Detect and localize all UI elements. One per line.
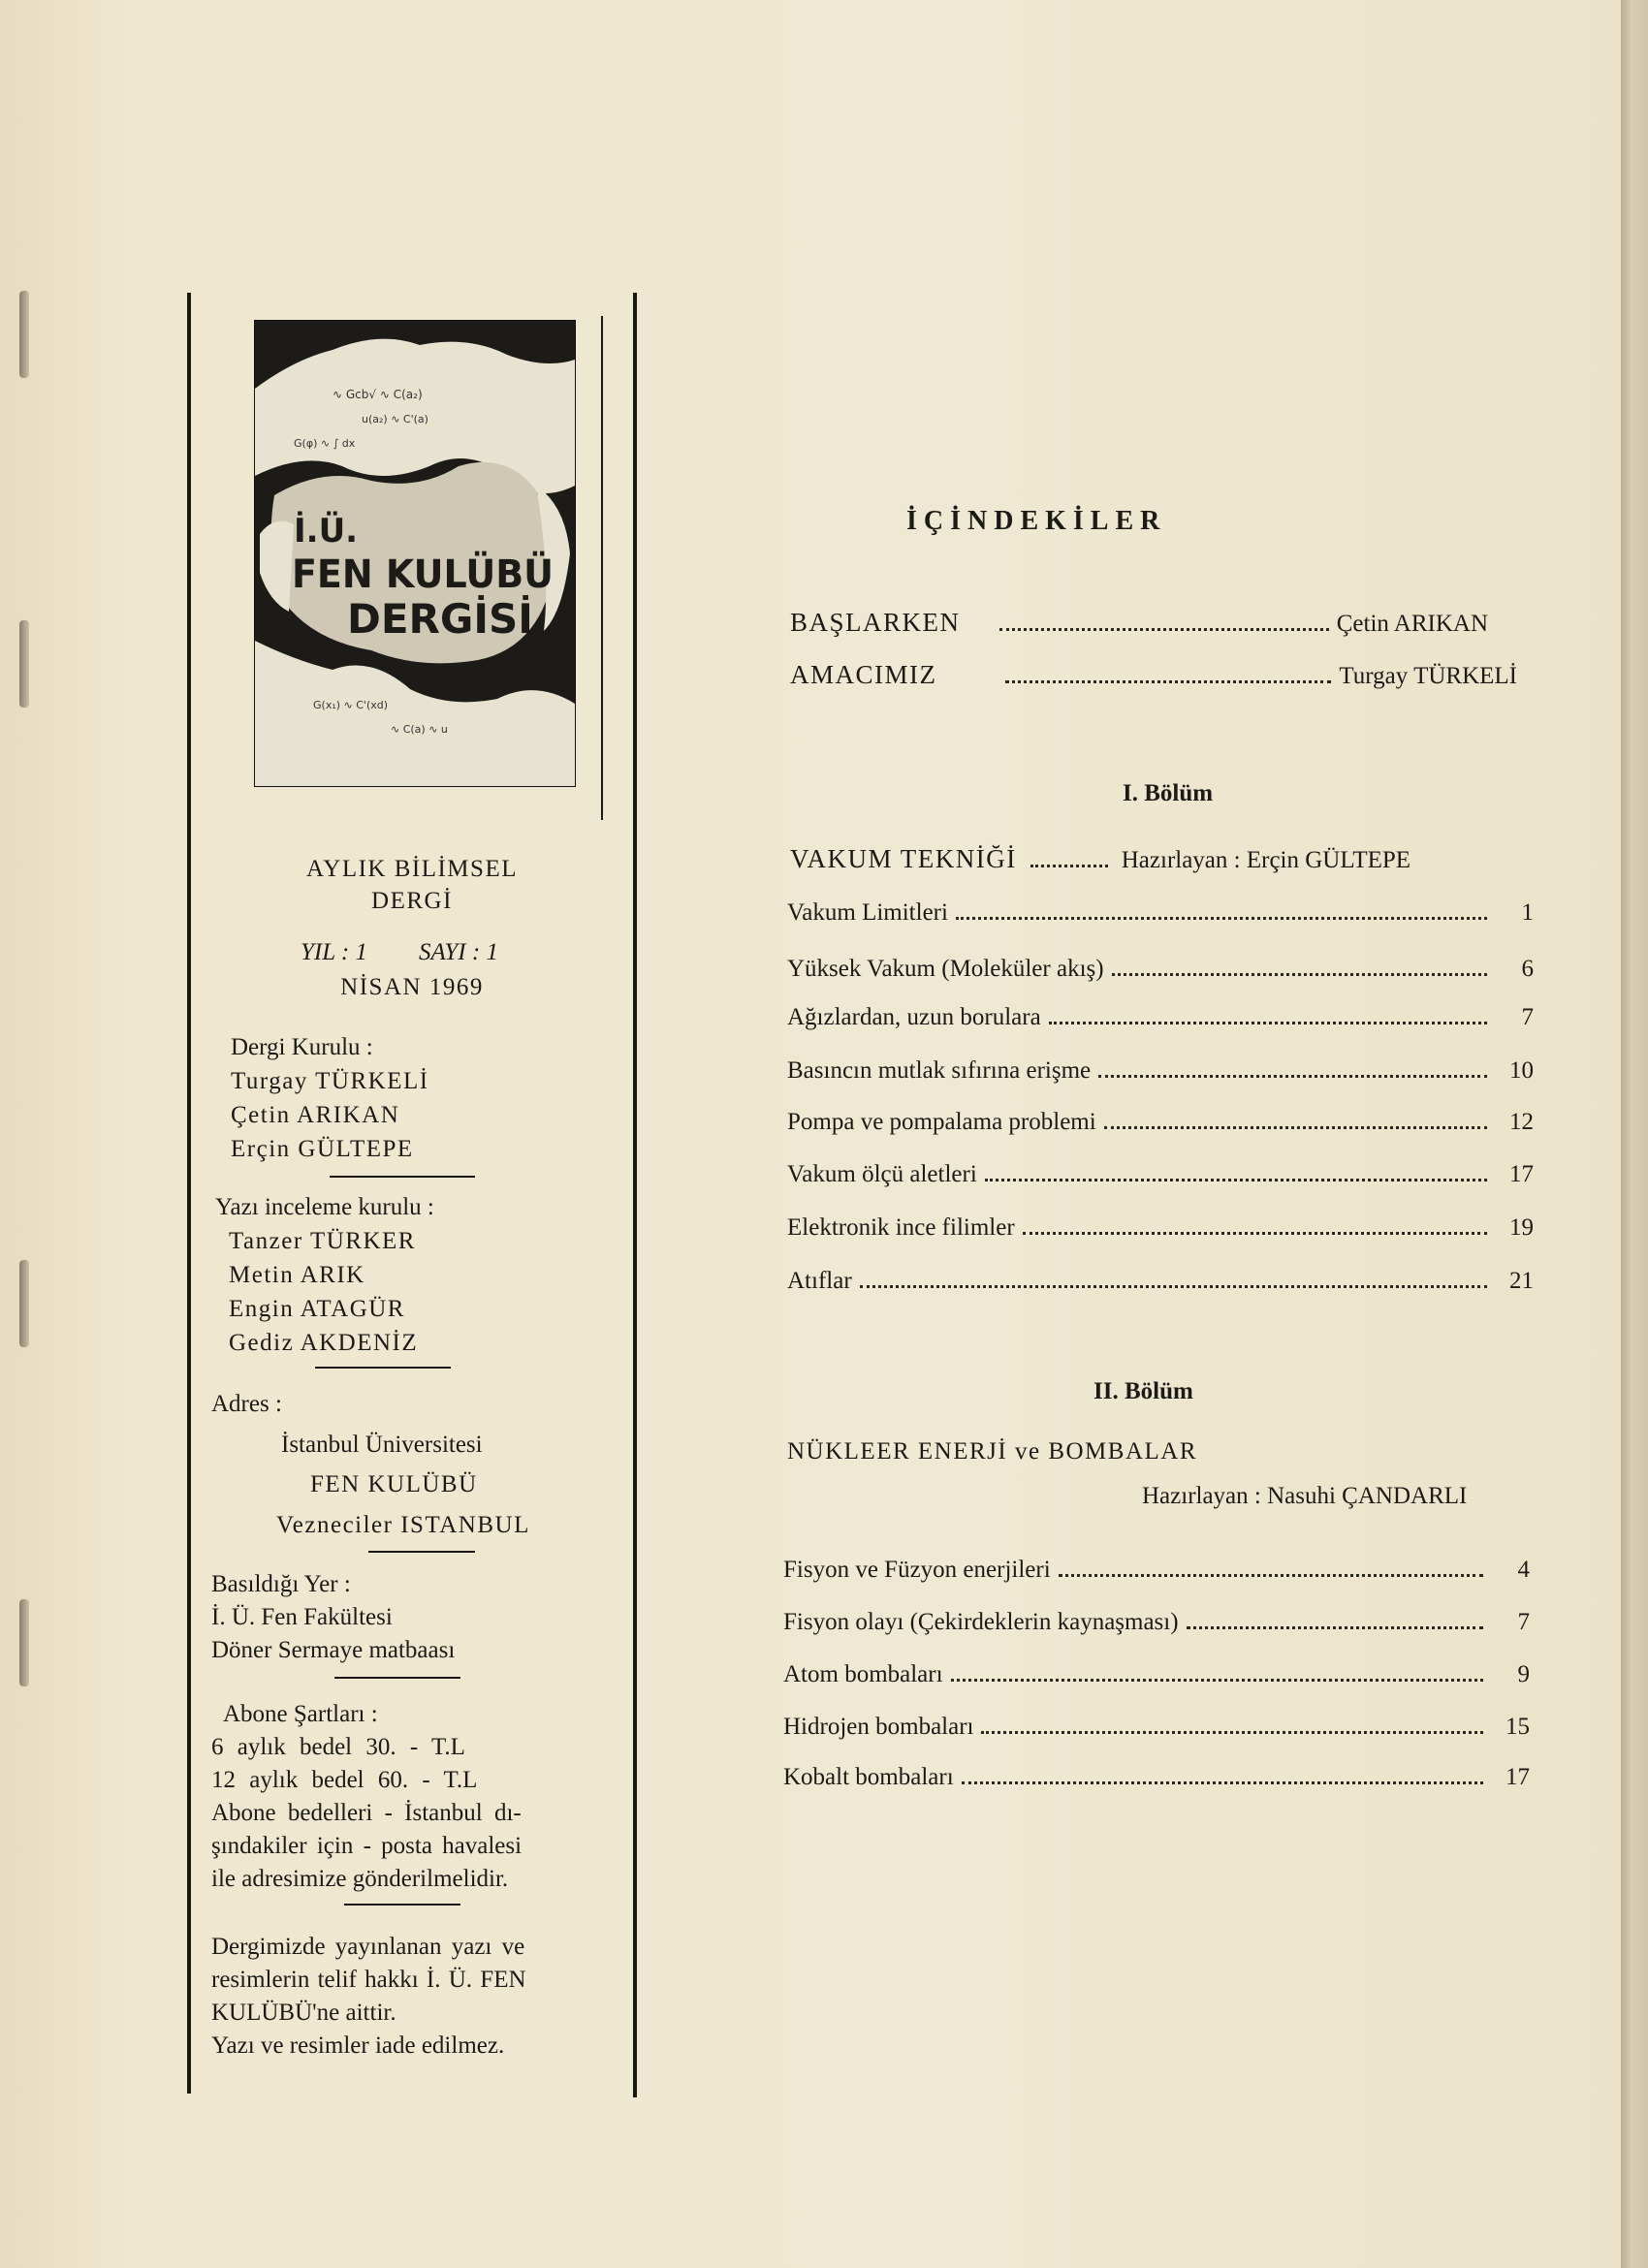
review-member: Metin ARIK — [229, 1262, 365, 1288]
address-line: FEN KULÜBÜ — [310, 1471, 478, 1497]
copyright-line: Dergimizde yayınlanan yazı ve — [211, 1934, 525, 1960]
printed-line: Döner Sermaye matbaası — [211, 1637, 456, 1663]
review-member: Gediz AKDENİZ — [229, 1330, 419, 1356]
leader-dots — [1112, 973, 1487, 976]
toc-title: İÇİNDEKİLER — [906, 506, 1167, 536]
board-member: Turgay TÜRKELİ — [231, 1068, 429, 1094]
toc-page-number: 4 — [1517, 1557, 1530, 1583]
toc-row[interactable] — [783, 1758, 1530, 1791]
toc-intro-row[interactable] — [790, 605, 1488, 638]
toc-item-label: Vakum Limitleri — [787, 899, 948, 926]
part1-heading: I. Bölüm — [1123, 780, 1214, 806]
subscription-note: Abone bedelleri - İstanbul dı- — [211, 1800, 522, 1826]
address-heading: Adres : — [211, 1391, 282, 1417]
toc-page-number: 15 — [1505, 1714, 1530, 1740]
toc-row[interactable] — [787, 894, 1534, 927]
part1-topic: VAKUM TEKNİĞİ — [790, 844, 1017, 873]
toc-page-number: 12 — [1509, 1109, 1534, 1135]
magazine-type-2: DERGİ — [371, 888, 453, 914]
printed-line: İ. Ü. Fen Fakültesi — [211, 1604, 393, 1630]
review-member: Tanzer TÜRKER — [229, 1228, 416, 1254]
cover-title-line1: İ.Ü. — [294, 512, 359, 551]
leader-dots — [951, 1679, 1483, 1682]
part2-heading: II. Bölüm — [1093, 1378, 1193, 1404]
copyright-line: Yazı ve resimler iade edilmez. — [211, 2032, 505, 2059]
toc-row[interactable] — [787, 998, 1534, 1031]
toc-item-label: Fisyon ve Füzyon enerjileri — [783, 1557, 1051, 1583]
toc-row[interactable] — [787, 1262, 1534, 1295]
cover-title-line3: DERGİSİ — [347, 595, 533, 643]
issue-date: NİSAN 1969 — [340, 974, 484, 1000]
leader-dots — [1104, 1126, 1487, 1129]
toc-row[interactable] — [783, 1708, 1530, 1741]
divider — [315, 1367, 451, 1369]
left-column-rule — [187, 293, 191, 2094]
issue-label: SAYI : 1 — [419, 939, 498, 965]
magazine-type: AYLIK BİLİMSEL — [306, 856, 518, 882]
part1-preparer: Hazırlayan : Erçin GÜLTEPE — [1121, 847, 1411, 873]
toc-item-label: Vakum ölçü aletleri — [787, 1161, 977, 1187]
toc-item-label: AMACIMIZ — [790, 660, 937, 689]
subscription-note: şındakiler için - posta havalesi — [211, 1833, 523, 1859]
toc-row[interactable] — [783, 1551, 1530, 1584]
toc-page-number: 7 — [1517, 1609, 1530, 1635]
toc-page-number: 17 — [1505, 1764, 1530, 1790]
board-heading: Dergi Kurulu : — [231, 1034, 373, 1060]
copyright-line: resimlerin telif hakkı İ. Ü. FEN — [211, 1967, 526, 1993]
binding-hole — [19, 291, 29, 378]
toc-item-label: Atıflar — [787, 1268, 852, 1294]
subscription-note: ile adresimize gönderilmelidir. — [211, 1866, 509, 1892]
toc-row[interactable] — [787, 1052, 1534, 1085]
page-edge — [1621, 0, 1648, 2268]
cover-art — [255, 321, 575, 786]
toc-item-label: Atom bombaları — [783, 1661, 943, 1687]
svg-text:G(φ) ∿ ∫ dx: G(φ) ∿ ∫ dx — [294, 437, 356, 450]
leader-dots — [1023, 1232, 1487, 1235]
toc-item-label: Fisyon olayı (Çekirdeklerin kaynaşması) — [783, 1609, 1179, 1635]
leader-dots — [1187, 1626, 1483, 1629]
toc-row[interactable] — [783, 1603, 1530, 1636]
toc-item-label: Elektronik ince filimler — [787, 1214, 1015, 1241]
divider — [344, 1904, 460, 1906]
toc-row[interactable] — [787, 1103, 1534, 1136]
toc-item-author: Turgay TÜRKELİ — [1339, 663, 1517, 689]
toc-item-label: BAŞLARKEN — [790, 608, 961, 637]
leader-dots — [1049, 1022, 1487, 1024]
board-member: Erçin GÜLTEPE — [231, 1136, 414, 1162]
copyright-line: KULÜBÜ'ne aittir. — [211, 2000, 396, 2026]
svg-text:G(x₁) ∿ C'(xd): G(x₁) ∿ C'(xd) — [313, 699, 389, 711]
toc-page-number: 19 — [1509, 1214, 1534, 1241]
toc-row[interactable] — [783, 1655, 1530, 1688]
divider — [368, 1551, 475, 1553]
leader-dots — [985, 1179, 1487, 1181]
svg-text:u(a₂) ∿ C'(a): u(a₂) ∿ C'(a) — [362, 413, 428, 425]
toc-row[interactable] — [787, 1209, 1534, 1242]
toc-row[interactable] — [787, 950, 1534, 983]
leader-dots — [956, 917, 1487, 920]
divider — [330, 1176, 475, 1178]
binding-hole — [19, 620, 29, 708]
toc-page-number: 21 — [1509, 1268, 1534, 1294]
cover-title-line2: FEN KULÜBÜ — [292, 552, 555, 598]
binding-hole — [19, 1599, 29, 1686]
svg-text:∿ Gcb√ ∿ C(a₂): ∿ Gcb√ ∿ C(a₂) — [333, 388, 423, 401]
leader-dots — [860, 1285, 1487, 1288]
toc-item-label: Ağızlardan, uzun borulara — [787, 1004, 1041, 1030]
toc-page-number: 10 — [1509, 1057, 1534, 1084]
part2-topic: NÜKLEER ENERJİ ve BOMBALAR — [787, 1438, 1198, 1465]
subscription-line: 12 aylık bedel 60. - T.L — [211, 1767, 478, 1793]
toc-page-number: 1 — [1521, 899, 1534, 926]
subscription-heading: Abone Şartları : — [223, 1701, 378, 1727]
toc-item-label: Pompa ve pompalama problemi — [787, 1109, 1096, 1135]
year-label: YIL : 1 — [301, 939, 368, 965]
toc-item-author: Çetin ARIKAN — [1336, 611, 1488, 637]
leader-dots — [1059, 1574, 1483, 1577]
divider — [334, 1677, 460, 1679]
cover-illustration — [254, 320, 576, 787]
toc-intro-row[interactable] — [790, 657, 1517, 690]
leader-dots — [1098, 1075, 1487, 1078]
toc-page-number: 9 — [1517, 1661, 1530, 1687]
printed-heading: Basıldığı Yer : — [211, 1571, 351, 1597]
toc-page-number: 17 — [1509, 1161, 1534, 1187]
toc-page-number: 6 — [1521, 956, 1534, 982]
part1-topic-row — [790, 841, 1532, 874]
leader-dots — [981, 1731, 1483, 1734]
toc-item-label: Basıncın mutlak sıfırına erişme — [787, 1057, 1092, 1084]
leader-dots — [1005, 680, 1332, 683]
address-line: Vezneciler ISTANBUL — [276, 1512, 530, 1538]
svg-text:∿ C(a) ∿ u: ∿ C(a) ∿ u — [391, 723, 448, 736]
toc-item-label: Hidrojen bombaları — [783, 1714, 974, 1740]
review-heading: Yazı inceleme kurulu : — [215, 1194, 434, 1220]
toc-page-number: 7 — [1521, 1004, 1534, 1030]
address-line: İstanbul Üniversitesi — [281, 1432, 483, 1458]
toc-row[interactable] — [787, 1155, 1534, 1188]
toc-item-label: Yüksek Vakum (Moleküler akış) — [787, 956, 1104, 982]
leader-dots — [1030, 865, 1108, 867]
leader-dots — [962, 1781, 1483, 1784]
leader-dots — [999, 628, 1329, 631]
part2-preparer: Hazırlayan : Nasuhi ÇANDARLI — [1142, 1483, 1468, 1509]
binding-hole — [19, 1260, 29, 1347]
review-member: Engin ATAGÜR — [229, 1296, 405, 1322]
subscription-line: 6 aylık bedel 30. - T.L — [211, 1734, 465, 1760]
board-member: Çetin ARIKAN — [231, 1102, 400, 1128]
toc-item-label: Kobalt bombaları — [783, 1764, 954, 1790]
